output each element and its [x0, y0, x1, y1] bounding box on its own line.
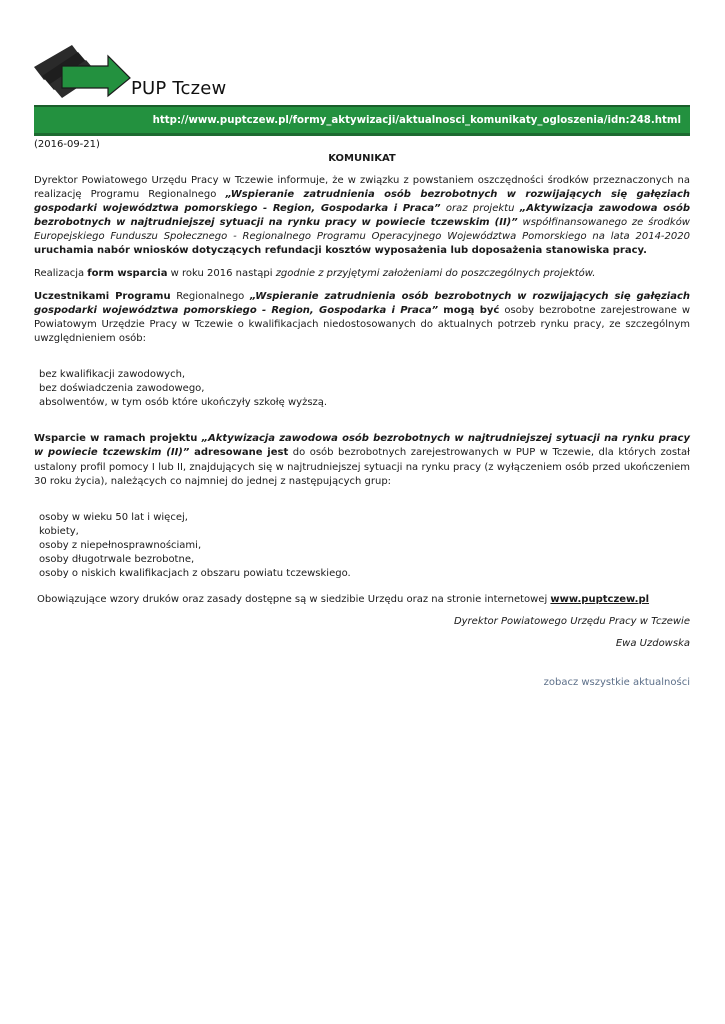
text: Uczestnikami Programu: [34, 290, 171, 302]
text: adresowane jest: [189, 447, 289, 459]
paragraph-forms: [34, 267, 690, 281]
article-body: [34, 174, 690, 651]
list-item: absolwentów, w tym osób które ukończyły szkołę wyższą.: [39, 397, 328, 409]
list-item: osoby o niskich kwalifikacjach z obszaru powiatu tczewskiego.: [39, 568, 351, 580]
text: Realizacja: [34, 267, 88, 279]
signature-name: Ewa Uzdowska: [615, 638, 690, 650]
text: form wsparcia: [87, 267, 168, 279]
paragraph-intro: [34, 174, 690, 259]
text: do osób bezrobotnych zarejestrowanych w PUP w Tczewie, dla których został ustalony profil pomocy I lub II, znajdujących się w najtrudniejszej sytuacji na rynku pracy (z wyłączeniem osób przed ukończeniem 30 roku życia), należących co najmniej do jednej z następujących grup:: [34, 447, 690, 487]
list-item: bez kwalifikacji zawodowych,: [39, 369, 186, 381]
text: Wsparcie w ramach projektu: [34, 433, 202, 445]
logo-text[interactable]: PUP Tczew: [131, 78, 227, 99]
list-item: bez doświadczenia zawodowego,: [39, 383, 205, 395]
project-name: „Aktywizacja zawodowa osób bezrobotnych w najtrudniejszej sytuacji na rynku pracy w powiecie tczewskim (II)”: [34, 433, 690, 459]
website-link[interactable]: www.puptczew.pl: [550, 594, 650, 606]
text: oraz projektu: [440, 203, 520, 215]
paragraph-participants: [34, 290, 690, 346]
text: mogą być: [438, 304, 500, 316]
program-name: „Wspieranie zatrudnienia osób bezrobotnych w rozwijających się gałęziach gospodarki województwa pomorskiego - Region, Gospodarka i Praca”: [34, 189, 690, 215]
text: osoby bezrobotne zarejestrowane w Powiatowym Urzędzie Pracy w Tczewie o kwalifikacjach niedostosowanych do aktualnych potrzeb rynku pracy, ze szczególnym uwzględnieniem osób:: [34, 304, 691, 344]
text: współfinansowanego ze środków Europejskiego Funduszu Społecznego - Regionalnego Programu Operacyjnego Województwa Pomorskiego na lata 2014-2020: [34, 217, 690, 243]
paragraph-forms-info: [34, 593, 690, 607]
text: zgodnie z przyjętymi założeniami do poszczególnych projektów.: [275, 267, 596, 279]
page-title: KOMUNIKAT: [328, 153, 396, 164]
program-name: „Wspieranie zatrudnienia osób bezrobotnych w rozwijających się gałęziach gospodarki województwa pomorskiego - Region, Gospodarka i Praca”: [34, 290, 690, 316]
publish-date: (2016-09-21): [34, 139, 100, 150]
groups-list: [34, 511, 690, 581]
list-item: kobiety,: [39, 525, 79, 537]
url-bar: [34, 107, 690, 136]
page-url[interactable]: http://www.puptczew.pl/formy_aktywizacji/aktualnosci_komunikaty_ogloszenia/idn:248.html: [152, 115, 681, 126]
paragraph-support: [34, 432, 690, 488]
text: Dyrektor Powiatowego Urzędu Pracy w Tczewie informuje, że w związku z powstaniem oszczędności środków przeznaczonych na realizację Programu Regionalnego: [34, 175, 690, 201]
text: uruchamia nabór wniosków dotyczących refundacji kosztów wyposażenia lub doposażenia stanowiska pracy.: [34, 245, 647, 257]
participants-list: [34, 368, 690, 410]
text: Regionalnego: [170, 290, 250, 302]
text: Obowiązujące wzory druków oraz zasady dostępne są w siedzibie Urzędu oraz na stronie internetowej: [37, 594, 551, 606]
all-news-link[interactable]: zobacz wszystkie aktualności: [543, 677, 690, 688]
project-name: „Aktywizacja zawodowa osób bezrobotnych w najtrudniejszej sytuacji na rynku pracy w powiecie tczewskim (II)”: [34, 203, 691, 229]
list-item: osoby długotrwale bezrobotne,: [39, 553, 195, 565]
signature-title: Dyrektor Powiatowego Urzędu Pracy w Tczewie: [453, 616, 690, 628]
list-item: osoby w wieku 50 lat i więcej,: [39, 511, 188, 523]
text: w roku 2016 nastąpi: [167, 267, 276, 279]
list-item: osoby z niepełnosprawnościami,: [39, 539, 202, 551]
